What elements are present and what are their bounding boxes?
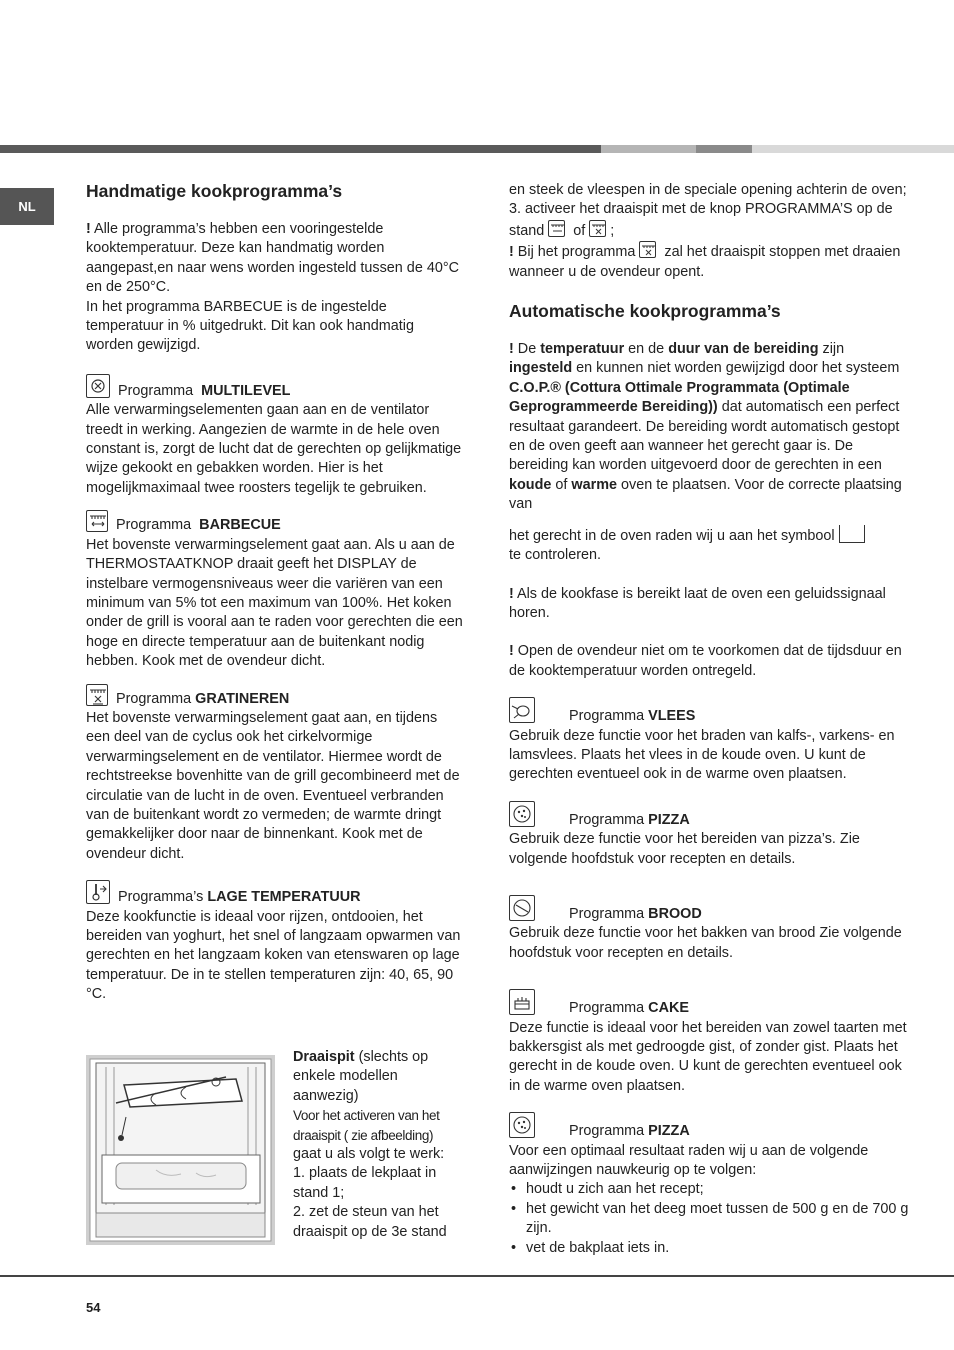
- pizza-icon: [509, 801, 535, 827]
- barbecue-icon: [548, 220, 565, 237]
- cake-icon: [509, 989, 535, 1015]
- step-3: 3. activeer het draaispit met de knop PROGRAMMA’S op de stand of ;: [509, 201, 893, 239]
- auto-symbol-line: het gerecht in de oven raden wij u aan het symbool te controleren.: [509, 525, 909, 566]
- rotisserie-illustration: [86, 1055, 275, 1245]
- language-tab: NL: [0, 188, 54, 225]
- list-item: • houdt u zich aan het recept;: [509, 1180, 909, 1199]
- list-item: • het gewicht van het deeg moet tussen de 500 g en de 700 g zijn.: [509, 1200, 909, 1239]
- gratineren-icon: [589, 220, 606, 237]
- footer-rule: [0, 1275, 954, 1277]
- pizza-icon: [509, 1112, 535, 1138]
- program-cake: Programma CAKE Deze functie is ideaal voor het bereiden van zowel taarten met bakkersgist als met gedroogde gist, of zonder gist. Plaats het gerecht in de koude oven. U kunt de gerechten eventueel ook in de warme oven plaatsen.: [509, 989, 909, 1096]
- auto-intro: ! De temperatuur en de duur van de bereiding zijn ingesteld en kunnen niet worden gewijzigd door het systeem C.O.P.® (Cottura Ottimale Programmata (Optimale Geprogrammeerde Bereiding)) dat automatisch een perfect resultaat garandeert. De bereiding wordt automatisch gestopt en de oven geeft aan wanneer het gerecht gaar is. De bereiding kan worden uitgevoerd door de gerechten in een koude of warme oven te plaatsen. Voor de correcte plaatsing van: [509, 341, 902, 513]
- program-pizza-2: Programma PIZZA Voor een optimaal resultaat raden wij u aan de volgende aanwijzingen nauwkeurig op te volgen:: [509, 1112, 909, 1180]
- bread-icon: [509, 895, 535, 921]
- note-kookfase: ! Als de kookfase is bereikt laat de oven een geluidssignaal horen.: [509, 585, 886, 621]
- program-multilevel: Programma MULTILEVEL Alle verwarmingselementen gaan aan en de ventilator treedt in werking. Aangezien de warmte in de hele oven constant is, zorgt de lucht dat de gerechten op gelijkmatige wijze gekookt en gebakken worden. Hier is het mogelijkmaximaal twee roosters tegelijk te gebruiken.: [86, 374, 464, 498]
- shelf-position-icon: [839, 525, 865, 543]
- program-barbecue: Programma BARBECUE Het bovenste verwarmingselement gaat aan. Als u aan de THERMOSTAATKNOP draait geeft het DISPLAY de instelbare vermogensniveaus weer die variëren van een minimum van 5% tot een maximum van 100%. Het koken onder de grill is vooral aan te raden voor gerechten die een hoge en directe temperatuur aan de buitenkant nodig hebben. Kook met de ovendeur dicht.: [86, 510, 464, 671]
- program-pizza: Programma PIZZA Gebruik deze functie voor het bereiden van pizza’s. Zie volgende hoofdstuk voor recepten en details.: [509, 801, 909, 869]
- low-temperature-icon: [86, 880, 110, 904]
- section-title-automatic: Automatische kookprogramma’s: [509, 301, 781, 322]
- section-title-manual: Handmatige kookprogramma’s: [86, 181, 343, 201]
- gratineren-icon: [639, 241, 656, 258]
- note-ovendeur: ! Open de ovendeur niet om te voorkomen dat de tijdsduur en de kooktemperatuur worden ontregeld.: [509, 643, 902, 679]
- rotisserie-note: ! Bij het programma zal het draaispit stoppen met draaien wanneer u de ovendeur opent.: [509, 241, 909, 282]
- intro-paragraph: ! Alle programma’s hebben een vooringestelde kooktemperatuur. Deze kan handmatig worden aangepast,en naar wens worden ingesteld tussen de 40°C en de 250°C. In het programma BARBECUE is de ingestelde temperatuur in % uitgedrukt. Dit kan ook handmatig worden gewijzigd.: [86, 221, 459, 354]
- program-lage-temperatuur: Programma’s LAGE TEMPERATUUR Deze kookfunctie is ideaal voor rijzen, ontdooien, het bereiden van yoghurt, het snel of langzaam opwarmen van gerechten en het langzaam koken van etenswaren op lage temperatuur. De in te stellen temperaturen zijn: 40, 65, 90 °C.: [86, 880, 464, 1004]
- gratineren-icon: [86, 684, 108, 706]
- left-column: [86, 180, 464, 1005]
- multilevel-icon: [86, 374, 110, 398]
- right-column: en steek de vleespen in de speciale opening achterin de oven; 3. activeer het draaispit met de knop PROGRAMMA’S op de stand of ; ! Bij het programma zal het draaispit stoppen met draaien wanneer u de ovendeur opent. Automatische kookprogramma’s ! De temperatuur en de duur van de bereiding zijn ingesteld en kunnen niet worden gewijzigd door het systeem C.O.P.® (Cottura Ottimale Programmata (Optimale Geprogrammeerde Bereiding)) dat automatisch een perfect resultaat garandeert. De bereiding wordt automatisch gestopt en de oven geeft aan wanneer het gerecht gaar is. De bereiding kan worden uitgevoerd door de gerechten in een koude of warme oven te plaatsen. Voor de correcte plaatsing van het gerecht in de oven raden wij u aan het symbool te controleren. ! Als de kookfase is bereikt laat de oven een geluidssignaal horen. ! Open de ovendeur niet om te voorkomen dat de tijdsduur en de kooktemperatuur worden ontregeld. Programma VLEES Gebruik deze functie voor het braden van kalfs-, varkens- en lamsvlees. Plaats het vlees in de koude oven. U kunt de gerechten eventueel ook in de warme oven plaatsen. Programma PIZZA Gebruik deze functie voor het bereiden van pizza’s. Zie volgende hoofdstuk voor recepten en details. Programma BROOD Gebruik deze functie voor het bakken van brood Zie volgende hoofdstuk voor recepten en details. Programma CAKE Deze functie is ideaal voor het bereiden van zowel taarten met bakkersgist als met gedroogde gist, of zonder gist. Plaats het gerecht in de koude oven. U kunt de gerechten eventueel ook in de warme oven plaatsen. Programma PIZZA Voor een optimaal resultaat raden wij u aan de volgende aanwijzingen nauwkeurig op te volgen: • houdt u zich aan het recept; • het gewicht van het deeg moet tussen de 500 g en de 700 g zijn. • vet de bakplaat iets in.: [509, 181, 909, 1258]
- program-gratineren: Programma GRATINEREN Het bovenste verwarmingselement gaat aan, en tijdens een deel van de cyclus ook het cirkelvormige verwarmingselement en de ventilator. Hiermee wordt de rechtstreekse bovenhitte van de grill gecombineerd met de circulatie van de lucht in de oven. Eventueel verbranden van de buitenkant wordt zo vermeden; de warmte dringt gemakkelijker door naar de binnenkant. Kook met de ovendeur dicht.: [86, 684, 464, 865]
- list-item: • vet de bakplaat iets in.: [509, 1239, 909, 1258]
- program-brood: Programma BROOD Gebruik deze functie voor het bakken van brood Zie volgende hoofdstuk voor recepten en details.: [509, 895, 909, 963]
- rotisserie-text: Draaispit (slechts op enkele modellen aanwezig) Voor het activeren van het draaispit ( zie afbeelding) gaat u als volgt te werk: 1. plaats de lekplaat in stand 1; 2. zet de steun van het draaispit op de 3e stand: [293, 1049, 447, 1240]
- meat-icon: [509, 697, 535, 723]
- barbecue-icon: [86, 510, 108, 532]
- header-bar: [0, 145, 954, 153]
- page-number: 54: [86, 1300, 101, 1315]
- pizza-tips-list: [509, 1180, 909, 1258]
- program-vlees: Programma VLEES Gebruik deze functie voor het braden van kalfs-, varkens- en lamsvlees. Plaats het vlees in de koude oven. U kunt de gerechten eventueel ook in de warme oven plaatsen.: [509, 697, 909, 785]
